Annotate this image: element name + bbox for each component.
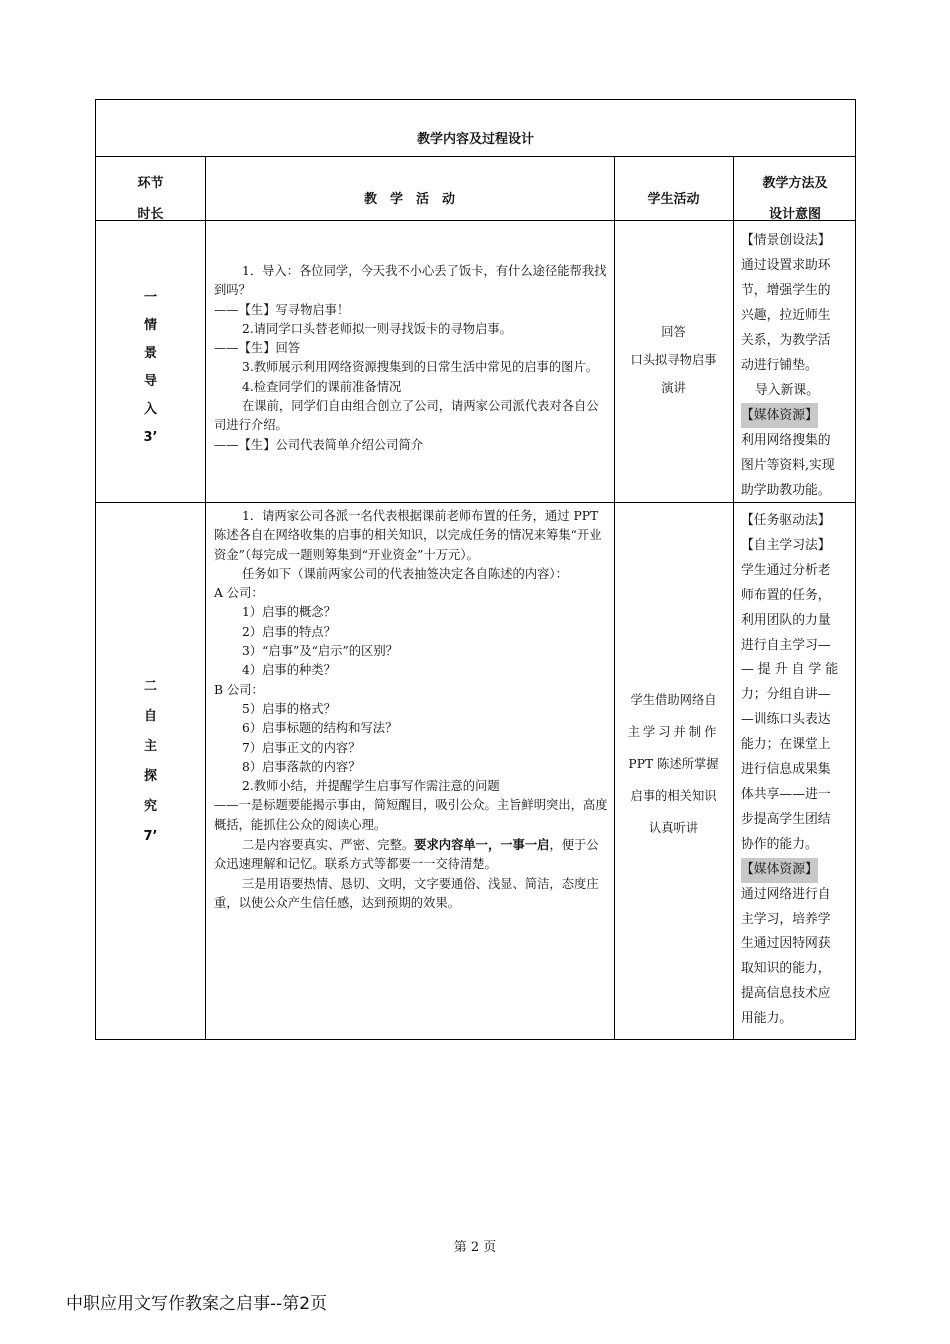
student-line: 口头拟寻物启事	[630, 353, 717, 367]
lesson-table	[95, 99, 856, 1040]
method-line: 进行自主学习—	[741, 637, 831, 653]
method-line: 【任务驱动法】	[741, 513, 831, 528]
stage-2-char: 7’	[143, 829, 158, 844]
method-line: 通过网络进行自	[741, 886, 831, 902]
activity-paragraph: 5）启事的格式？	[242, 701, 336, 716]
method-line: 主学习，培养学	[741, 911, 831, 927]
page-number: 第 2 页	[453, 1240, 497, 1255]
activity-paragraph: ——一是标题要能揭示事由，简短醒目，吸引公众。主旨鲜明突出，高度概括，能抓住公众的阅读心理。	[214, 798, 608, 832]
activity-paragraph: 7）启事正文的内容？	[242, 740, 361, 755]
student-line: 学生借助网络自	[630, 693, 717, 707]
stage-2-char: 主	[143, 739, 157, 754]
header-student: 学生活动	[647, 192, 700, 207]
method-line: 【情景创设法】	[741, 233, 831, 248]
activity-paragraph: 2.教师小结，并提醒学生启事写作需注意的问题	[242, 779, 500, 794]
header-stage-line1: 环节	[137, 176, 164, 191]
activity-paragraph: ——【生】回答	[214, 341, 301, 356]
stage-1-char: 入	[143, 402, 157, 417]
method-line: 生通过因特网获	[741, 936, 831, 952]
divider	[733, 156, 734, 1040]
method-line: 通过设置求助环	[741, 258, 831, 273]
activity-paragraph: 在课前，同学们自由组合创立了公司，请两家公司派代表对各自公司进行介绍。	[214, 399, 599, 433]
media-resource-tag: 【媒体资源】	[741, 858, 818, 883]
method-line: 提高信息技术应	[741, 986, 831, 1002]
method-line: 兴趣，拉近师生	[741, 308, 831, 323]
activity-paragraph: 4.检查同学们的课前准备情况	[242, 379, 402, 394]
student-line: 回答	[661, 325, 686, 339]
method-line: 关系，为教学活	[741, 333, 831, 348]
activity-text: 二是内容要真实、严密、完整。	[242, 838, 415, 853]
activity-paragraph: 三是用语要热情、恳切、文明，文字要通俗、浅显、简洁，态度庄重，以使公众产生信任感，达到预期的效果。	[214, 876, 599, 910]
student-line: 启事的相关知识	[630, 789, 717, 803]
stage-1-char: 3’	[143, 430, 158, 445]
activity-paragraph: A 公司：	[214, 586, 264, 601]
activity-paragraph: 1．请两家公司各派一名代表根据课前老师布置的任务，通过 PPT 陈述各自在网络收集的启事的相关知识，以完成任务的情况来筹集“开业资金”（每完成一题则筹集到“开业资金”十万元）。	[214, 509, 602, 562]
activity-paragraph: ——【生】公司代表简单介绍公司简介	[214, 437, 424, 452]
method-line: 师布置的任务，	[741, 587, 831, 603]
method-line: 利用网络搜集的	[741, 433, 831, 448]
method-line: 导入新课。	[755, 383, 819, 398]
stage-1-char: 一	[143, 290, 157, 305]
stage-1	[96, 284, 205, 452]
activity-paragraph: 3）“启事”及“启示”的区别？	[242, 644, 398, 659]
method-line: 【自主学习法】	[741, 537, 831, 553]
header-method-line1: 教学方法及	[762, 176, 828, 191]
stage-2-char: 自	[143, 709, 157, 724]
divider	[96, 156, 855, 157]
student-line: PPT 陈述所掌握	[628, 757, 719, 771]
student-line: 演讲	[661, 381, 686, 395]
method-line: 力；分组自讲—	[741, 687, 831, 703]
activity-paragraph: 6）启事标题的结构和写法？	[242, 721, 398, 736]
table-title: 教学内容及过程设计	[416, 132, 534, 147]
activity-paragraph: 1．导入：各位同学，今天我不小心丢了饭卡，有什么途径能帮我找到吗？	[214, 264, 607, 298]
method-line: —训练口头表达	[741, 712, 831, 728]
stage-1-char: 景	[143, 346, 157, 361]
method-line: — 提 升 自 学 能	[741, 662, 839, 678]
activity-paragraph: 3.教师展示利用网络资源搜集到的日常生活中常见的启事的图片。	[242, 360, 599, 375]
student-line: 主学习并制作	[627, 725, 720, 739]
header-activity: 教 学 活 动	[363, 192, 455, 207]
method-line: 图片等资料,实现	[741, 458, 835, 473]
method-line: 步提高学生团结	[741, 811, 831, 827]
activity-paragraph: 1）启事的概念？	[242, 605, 336, 620]
method-line: 协作的能力。	[741, 836, 818, 852]
activity-text: ，便于公众迅速理解和记忆。联系方式等都要一一交待清楚。	[214, 838, 599, 872]
method-line: 用能力。	[741, 1011, 793, 1027]
method-line: 动进行铺垫。	[741, 358, 818, 373]
divider	[205, 156, 206, 1040]
method-1	[741, 228, 855, 503]
stage-2-char: 究	[143, 799, 157, 814]
activity-paragraph: 8）启事落款的内容？	[242, 759, 361, 774]
activity-paragraph: 4）启事的种类？	[242, 663, 336, 678]
method-2	[741, 509, 855, 1032]
activity-paragraph: B 公司：	[214, 682, 264, 697]
activity-paragraph: 任务如下（课前两家公司的代表抽签决定各自陈述的内容）：	[242, 566, 568, 581]
method-line: 体共享——进一	[741, 786, 831, 802]
header-stage	[96, 172, 205, 222]
activity-paragraph: 2.请同学口头替老师拟一则寻找饭卡的寻物启事。	[242, 321, 512, 336]
stage-2-char: 二	[143, 679, 157, 694]
stage-2	[96, 672, 205, 852]
activity-paragraph: ——【生】写寻物启事！	[214, 302, 350, 317]
method-line: 节，增强学生的	[741, 283, 831, 298]
divider	[614, 156, 615, 1040]
method-line: 学生通过分析老	[741, 562, 831, 578]
activity-paragraph: 2）启事的特点？	[242, 624, 336, 639]
stage-1-char: 导	[143, 374, 157, 389]
student-1	[614, 318, 733, 402]
header-stage-line2: 时长	[137, 207, 164, 222]
activity-emphasis: 要求内容单一，一事一启	[414, 837, 550, 853]
activity-1	[214, 262, 608, 455]
method-line: 进行信息成果集	[741, 762, 831, 778]
header-method-line2: 设计意图	[768, 207, 821, 222]
header-method	[733, 172, 857, 222]
stage-2-char: 探	[143, 769, 157, 784]
method-line: 利用团队的力量	[741, 612, 831, 628]
method-line: 助学助教功能。	[741, 483, 831, 498]
activity-paragraph	[214, 835, 608, 875]
document-footer: 中职应用文写作教案之启事--第2页	[66, 1294, 328, 1314]
media-resource-tag: 【媒体资源】	[741, 403, 818, 428]
student-2	[618, 684, 729, 844]
stage-1-char: 情	[143, 318, 157, 333]
student-line: 认真听讲	[648, 821, 699, 835]
method-line: 取知识的能力，	[741, 961, 831, 977]
activity-2	[214, 507, 608, 913]
method-line: 能力；在课堂上	[741, 737, 831, 753]
